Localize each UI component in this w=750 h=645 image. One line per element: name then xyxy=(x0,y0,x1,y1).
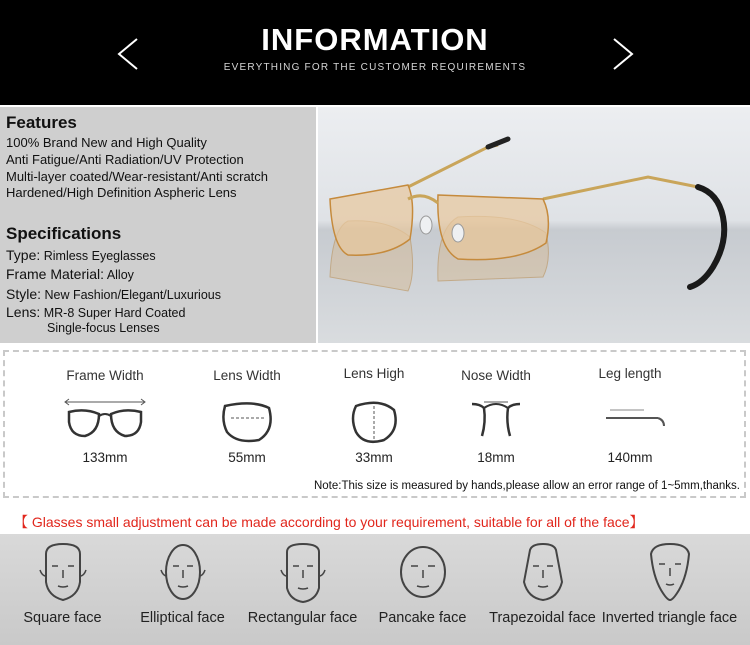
spec-label: Type: xyxy=(6,247,41,263)
size-item-lens-width xyxy=(187,352,307,472)
specifications-heading: Specifications xyxy=(6,224,122,243)
features-panel xyxy=(0,107,316,343)
size-label: Nose Width xyxy=(461,368,531,383)
lens-height-icon xyxy=(324,396,424,446)
spec-label: Style: xyxy=(6,286,42,302)
adjustment-notice: 【 Glasses small adjustment can be made according to your requirement, suitable for all of the face】 xyxy=(14,514,644,530)
size-item-nose-width xyxy=(436,352,556,472)
features-heading: Features xyxy=(6,113,77,132)
size-label: Frame Width xyxy=(66,368,144,383)
page-header xyxy=(0,0,750,105)
feature-line: Multi-layer coated/Wear-resistant/Anti scratch xyxy=(6,169,269,184)
face-item-pancake xyxy=(360,534,485,645)
square-face-icon xyxy=(38,542,88,606)
feature-line: 100% Brand New and High Quality xyxy=(6,135,207,150)
feature-line: Hardened/High Definition Aspheric Lens xyxy=(6,185,237,200)
spec-lens xyxy=(6,304,185,320)
page-subtitle: EVERYTHING FOR THE CUSTOMER REQUIREMENTS xyxy=(223,62,527,73)
face-shapes-panel xyxy=(0,534,750,645)
face-label: Elliptical face xyxy=(140,610,225,626)
page-title: INFORMATION xyxy=(261,22,489,57)
product-photo xyxy=(318,107,750,343)
size-value: 33mm xyxy=(355,450,393,465)
spec-type xyxy=(6,247,156,263)
face-item-trapezoidal xyxy=(480,534,605,645)
frame-width-icon xyxy=(55,396,155,446)
face-label: Square face xyxy=(23,610,102,626)
size-value: 133mm xyxy=(82,450,128,465)
spec-label: Lens: xyxy=(6,304,41,320)
spec-value: New Fashion/Elegant/Luxurious xyxy=(41,288,221,302)
leg-length-icon xyxy=(580,396,680,446)
feature-line: Anti Fatigue/Anti Radiation/UV Protection xyxy=(6,152,244,167)
face-label: Pancake face xyxy=(378,610,467,626)
spec-value: Alloy xyxy=(104,268,134,282)
elliptical-face-icon xyxy=(158,542,208,606)
face-label: Trapezoidal face xyxy=(489,610,596,626)
spec-frame-material xyxy=(6,266,134,282)
size-note: Note:This size is measured by hands,please allow an error range of 1~5mm,thanks. xyxy=(313,480,740,492)
inverted-triangle-face-icon xyxy=(645,542,695,606)
face-label: Rectangular face xyxy=(247,610,358,626)
glasses-image xyxy=(318,107,750,343)
size-item-lens-high xyxy=(314,352,434,472)
size-value: 18mm xyxy=(477,450,515,465)
size-label: Leg length xyxy=(598,366,662,381)
spec-lens-line2: Single-focus Lenses xyxy=(47,321,160,335)
spec-value: MR-8 Super Hard Coated xyxy=(40,306,186,320)
size-item-frame-width xyxy=(45,352,165,472)
face-item-rectangular xyxy=(240,534,365,645)
size-item-leg-length xyxy=(570,352,690,472)
trapezoidal-face-icon xyxy=(518,542,568,606)
pancake-face-icon xyxy=(398,542,448,606)
spec-style xyxy=(6,286,221,302)
lens-width-icon xyxy=(197,396,297,446)
face-label: Inverted triangle face xyxy=(601,610,738,626)
spec-label: Frame Material: xyxy=(6,266,105,282)
size-label: Lens Width xyxy=(213,368,281,383)
face-item-inverted-triangle xyxy=(601,534,738,645)
chevron-right-icon[interactable] xyxy=(606,37,638,71)
size-value: 140mm xyxy=(607,450,653,465)
nose-width-icon xyxy=(446,396,546,446)
rectangular-face-icon xyxy=(278,542,328,606)
spec-value: Rimless Eyeglasses xyxy=(40,249,156,263)
face-item-elliptical xyxy=(120,534,245,645)
size-chart xyxy=(3,350,746,498)
size-value: 55mm xyxy=(228,450,266,465)
size-label: Lens High xyxy=(343,366,405,381)
face-item-square xyxy=(0,534,125,645)
